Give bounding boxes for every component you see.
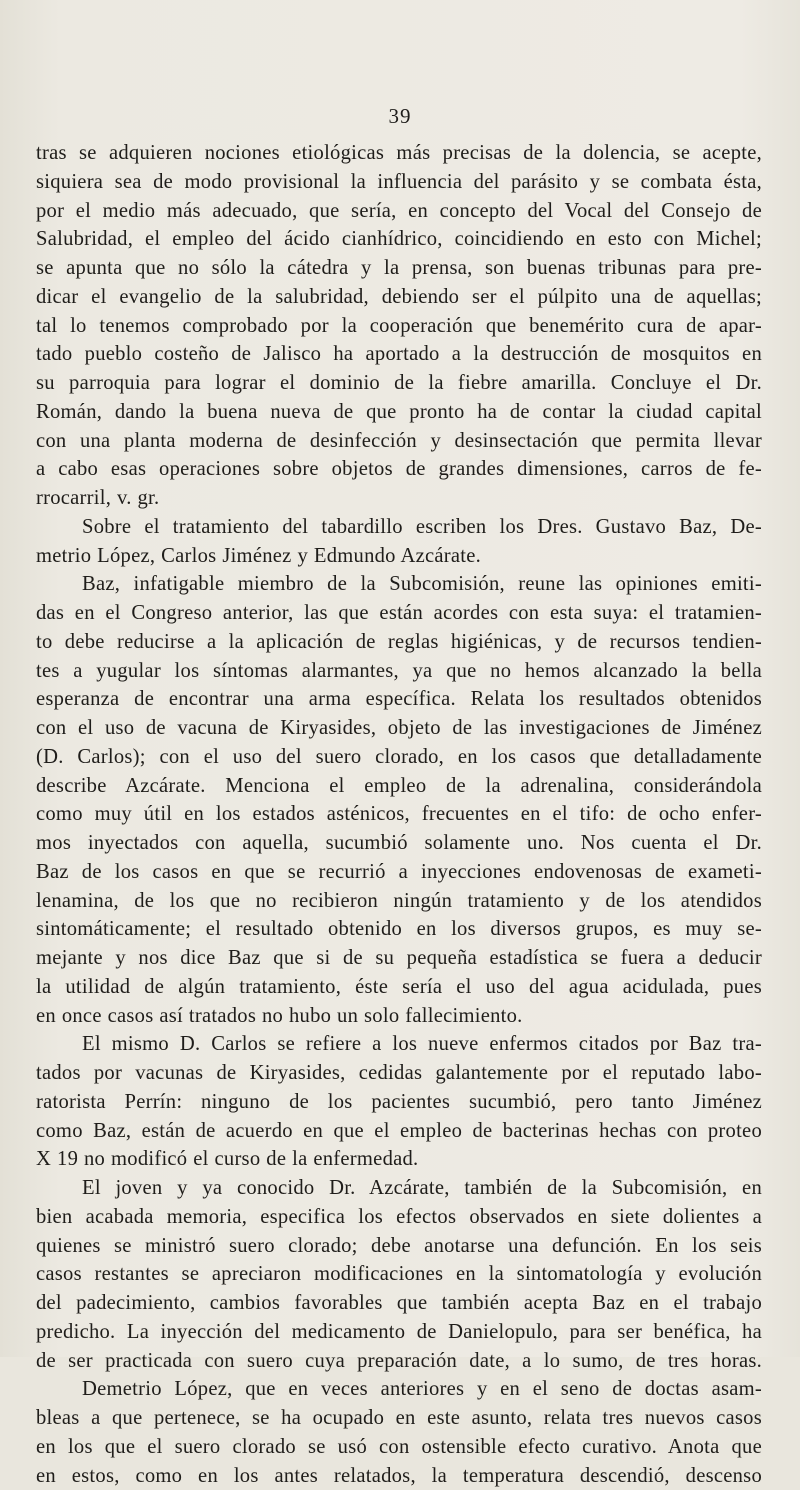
- text-line: rrocarril, v. gr.: [36, 484, 762, 513]
- text-line: El mismo D. Carlos se refiere a los nueve enfermos citados por Baz tra-: [36, 1030, 762, 1059]
- text-line: del padecimiento, cambios favorables que también acepta Baz en el trabajo: [36, 1289, 762, 1318]
- text-line: Sobre el tratamiento del tabardillo escriben los Dres. Gustavo Baz, De-: [36, 513, 762, 542]
- text-line: en los que el suero clorado se usó con ostensible efecto curativo. Anota que: [36, 1433, 762, 1462]
- text-line: se apunta que no sólo la cátedra y la prensa, son buenas tribunas para pre-: [36, 254, 762, 283]
- text-line: de ser practicada con suero cuya preparación date, a lo sumo, de tres horas.: [36, 1347, 762, 1376]
- body-text: [36, 139, 762, 1490]
- text-line: Baz de los casos en que se recurrió a inyecciones endovenosas de exameti-: [36, 858, 762, 887]
- text-line: ratorista Perrín: ninguno de los pacientes sucumbió, pero tanto Jiménez: [36, 1088, 762, 1117]
- text-line: tado pueblo costeño de Jalisco ha aportado a la destrucción de mosquitos en: [36, 340, 762, 369]
- text-line: tados por vacunas de Kiryasides, cedidas galantemente por el reputado labo-: [36, 1059, 762, 1088]
- text-line: describe Azcárate. Menciona el empleo de la adrenalina, considerándola: [36, 772, 762, 801]
- text-line: siquiera sea de modo provisional la influencia del parásito y se combata ésta,: [36, 168, 762, 197]
- text-line: predicho. La inyección del medicamento de Danielopulo, para ser benéfica, ha: [36, 1318, 762, 1347]
- text-line: por el medio más adecuado, que sería, en concepto del Vocal del Consejo de: [36, 197, 762, 226]
- text-line: dicar el evangelio de la salubridad, debiendo ser el púlpito una de aquellas;: [36, 283, 762, 312]
- text-line: tras se adquieren nociones etiológicas más precisas de la dolencia, se acepte,: [36, 139, 762, 168]
- text-line: bien acabada memoria, especifica los efectos observados en siete dolientes a: [36, 1203, 762, 1232]
- text-line: Baz, infatigable miembro de la Subcomisión, reune las opiniones emiti-: [36, 570, 762, 599]
- text-line: con el uso de vacuna de Kiryasides, objeto de las investigaciones de Jiménez: [36, 714, 762, 743]
- text-line: su parroquia para lograr el dominio de la fiebre amarilla. Concluye el Dr.: [36, 369, 762, 398]
- text-line: (D. Carlos); con el uso del suero clorado, en los casos que detalladamente: [36, 743, 762, 772]
- text-line: X 19 no modificó el curso de la enfermedad.: [36, 1145, 762, 1174]
- text-line: quienes se ministró suero clorado; debe anotarse una defunción. En los seis: [36, 1232, 762, 1261]
- text-line: como muy útil en los estados asténicos, frecuentes en el tifo: de ocho enfer-: [36, 800, 762, 829]
- text-line: Salubridad, el empleo del ácido cianhídrico, coincidiendo en esto con Michel;: [36, 225, 762, 254]
- text-line: con una planta moderna de desinfección y desinsectación que permita llevar: [36, 427, 762, 456]
- text-line: metrio López, Carlos Jiménez y Edmundo Azcárate.: [36, 542, 762, 571]
- text-line: en once casos así tratados no hubo un solo fallecimiento.: [36, 1002, 762, 1031]
- text-line: to debe reducirse a la aplicación de reglas higiénicas, y de recursos tendien-: [36, 628, 762, 657]
- text-line: a cabo esas operaciones sobre objetos de grandes dimensiones, carros de fe-: [36, 455, 762, 484]
- text-line: Román, dando la buena nueva de que pronto ha de contar la ciudad capital: [36, 398, 762, 427]
- text-line: en estos, como en los antes relatados, la temperatura descendió, descenso: [36, 1462, 762, 1490]
- text-line: tal lo tenemos comprobado por la cooperación que benemérito cura de apar-: [36, 312, 762, 341]
- text-line: sintomáticamente; el resultado obtenido en los diversos grupos, es muy se-: [36, 915, 762, 944]
- text-line: mos inyectados con aquella, sucumbió solamente uno. Nos cuenta el Dr.: [36, 829, 762, 858]
- text-line: mejante y nos dice Baz que si de su pequeña estadística se fuera a deducir: [36, 944, 762, 973]
- text-line: das en el Congreso anterior, las que están acordes con esta suya: el tratamien-: [36, 599, 762, 628]
- text-line: tes a yugular los síntomas alarmantes, ya que no hemos alcanzado la bella: [36, 657, 762, 686]
- text-line: la utilidad de algún tratamiento, éste sería el uso del agua acidulada, pues: [36, 973, 762, 1002]
- text-line: casos restantes se apreciaron modificaciones en la sintomatología y evolución: [36, 1260, 762, 1289]
- text-line: como Baz, están de acuerdo en que el empleo de bacterinas hechas con proteo: [36, 1117, 762, 1146]
- page-number: 39: [0, 104, 800, 129]
- text-line: esperanza de encontrar una arma específica. Relata los resultados obtenidos: [36, 685, 762, 714]
- text-line: Demetrio López, que en veces anteriores y en el seno de doctas asam-: [36, 1375, 762, 1404]
- text-line: lenamina, de los que no recibieron ningún tratamiento y de los atendidos: [36, 887, 762, 916]
- text-line: El joven y ya conocido Dr. Azcárate, también de la Subcomisión, en: [36, 1174, 762, 1203]
- text-line: bleas a que pertenece, se ha ocupado en este asunto, relata tres nuevos casos: [36, 1404, 762, 1433]
